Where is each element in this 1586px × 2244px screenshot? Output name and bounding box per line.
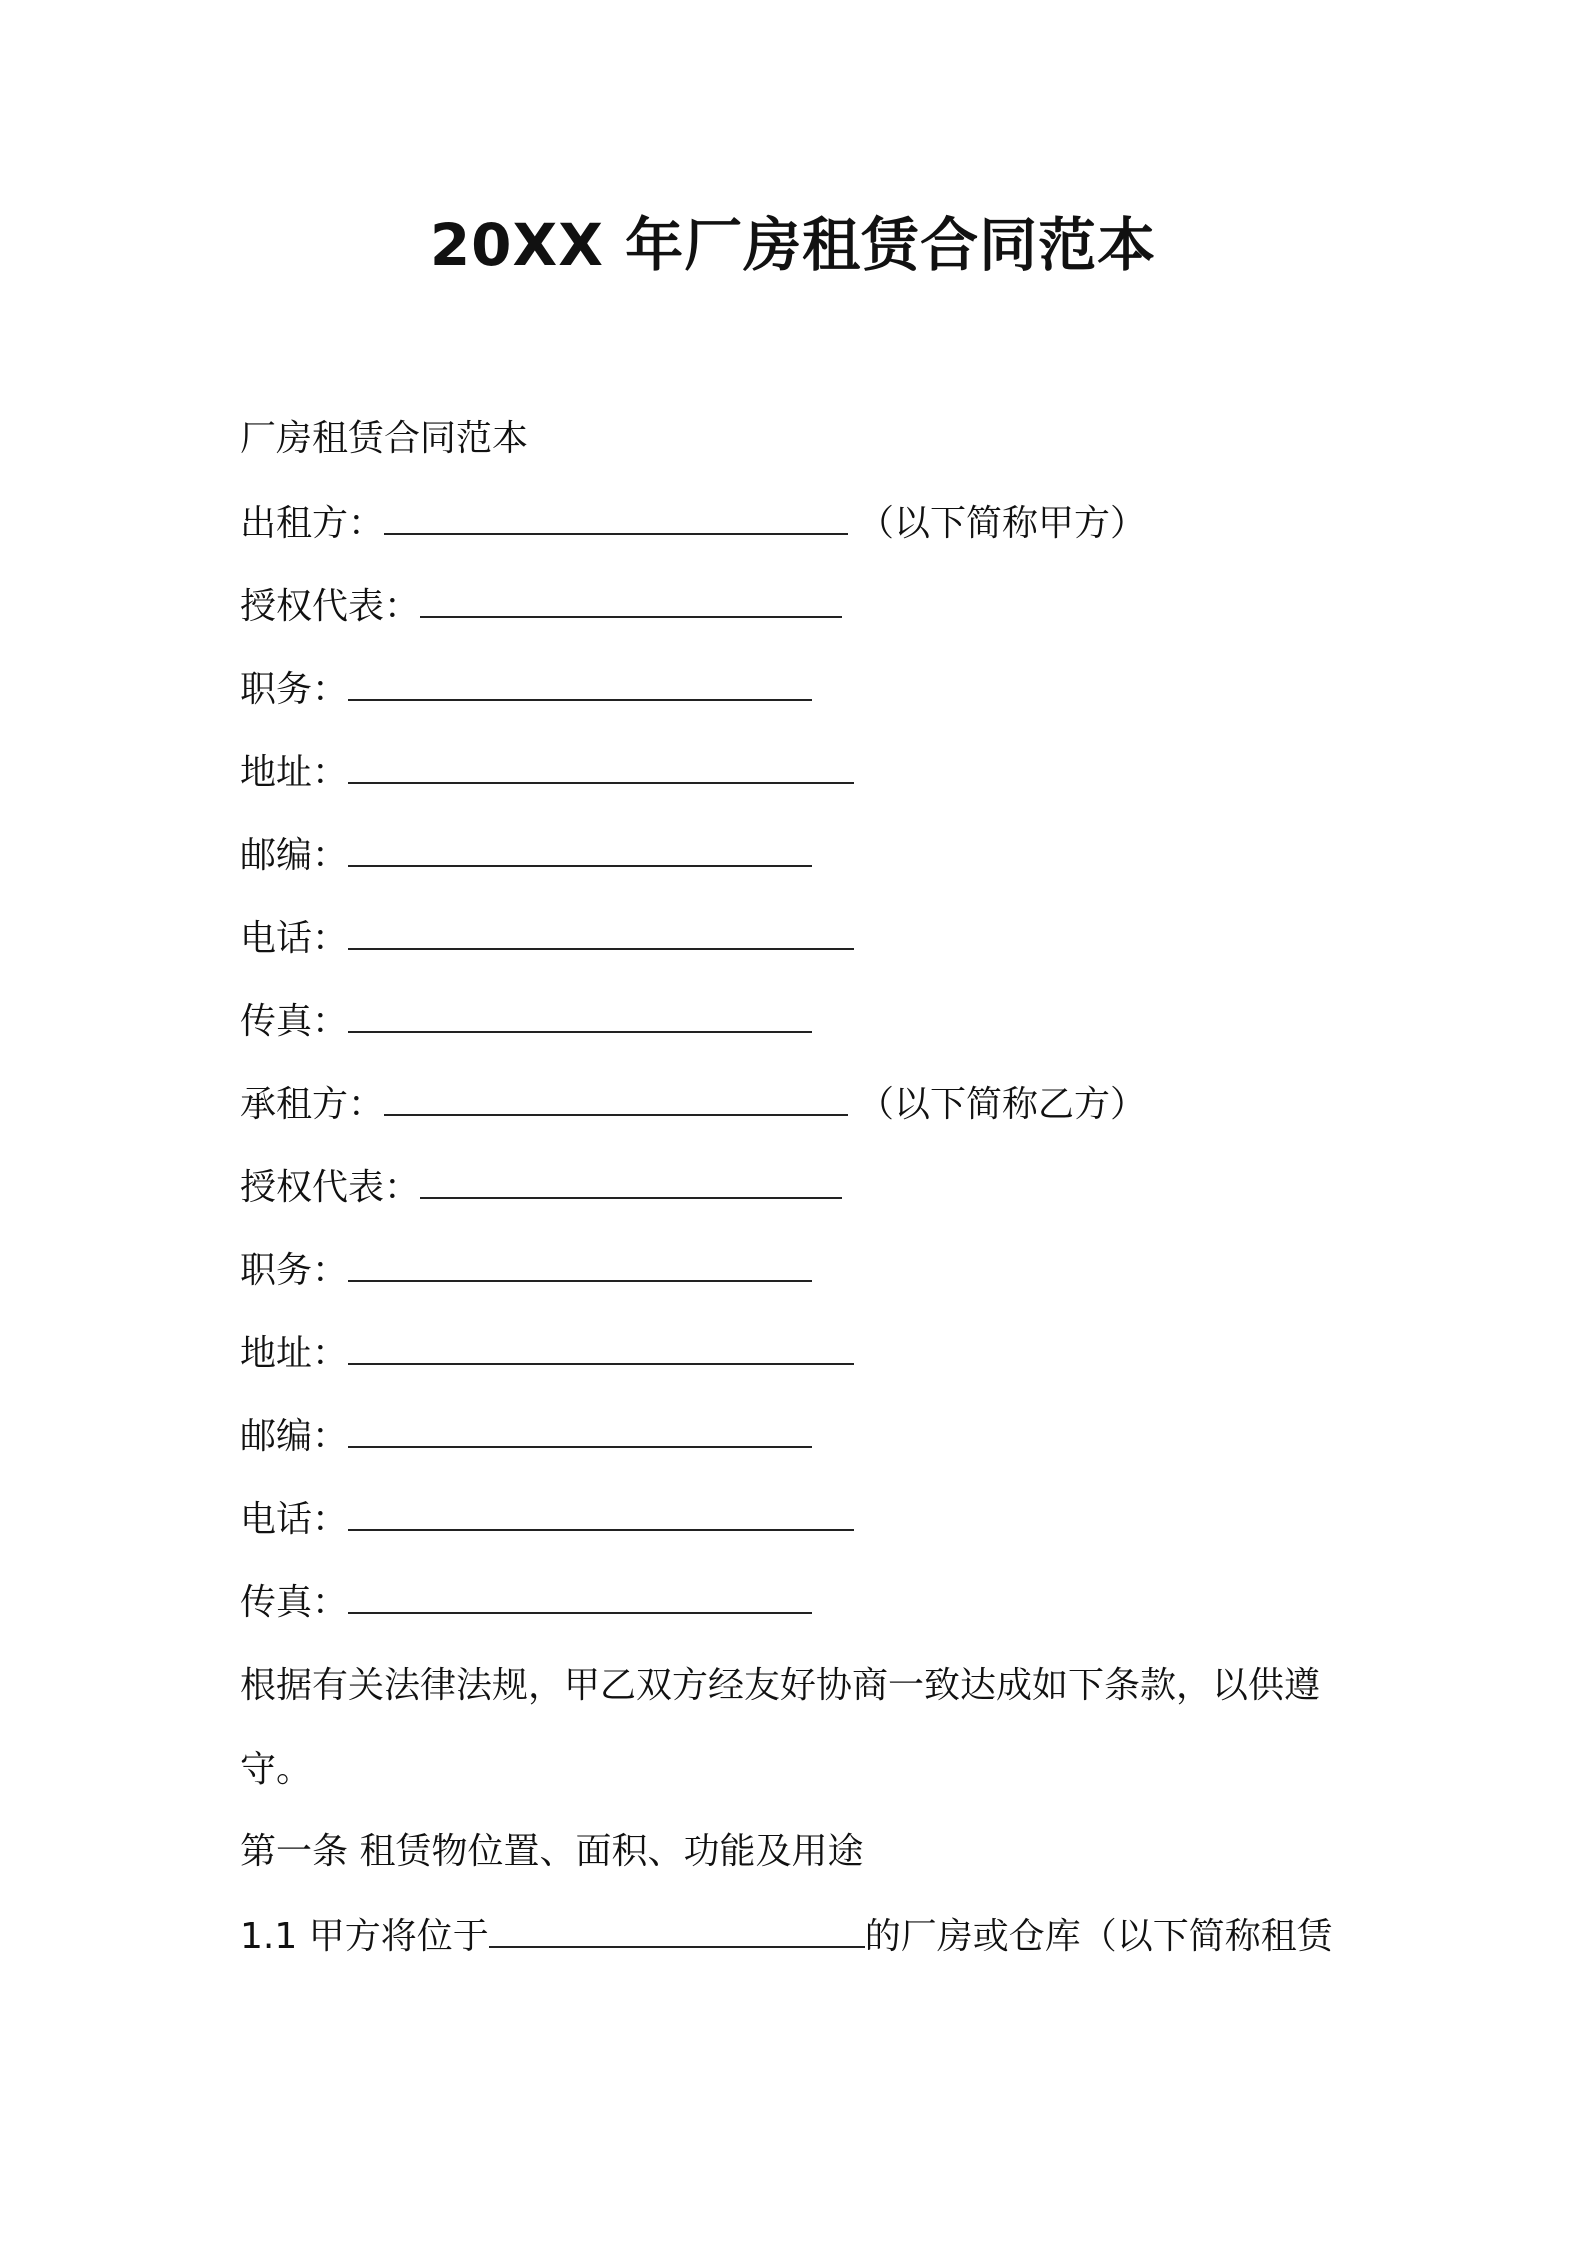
field-label: 地址： [240,752,349,793]
clause-1-1-prefix: 1.1 甲方将位于 [240,1916,489,1957]
lessor-label: 出租方： [240,503,385,544]
lessor-address-line [240,746,854,798]
lessor-representative-blank[interactable] [420,580,842,618]
lessor-fax-blank[interactable] [348,995,812,1033]
lessee-line [240,1078,1146,1130]
lessor-phone-blank[interactable] [348,912,854,950]
factory-location-blank[interactable] [489,1910,865,1948]
lessee-phone-blank[interactable] [348,1493,854,1531]
lessor-line [240,497,1146,549]
article-1-heading: 第一条 租赁物位置、面积、功能及用途 [240,1831,864,1872]
lessor-suffix: （以下简称甲方） [858,503,1147,544]
clause-1-1 [240,1910,1333,1962]
lessee-position-blank[interactable] [348,1244,812,1282]
lessee-postcode-line [240,1410,812,1462]
document-title: 20XX 年厂房租赁合同范本 [429,211,1157,279]
lessor-position-blank[interactable] [348,663,812,701]
lessee-representative-blank[interactable] [420,1161,842,1199]
field-label: 授权代表： [240,586,421,627]
lessee-phone-line [240,1493,854,1545]
field-label: 电话： [240,1499,349,1540]
lessee-suffix: （以下简称乙方） [858,1084,1147,1125]
intro-paragraph [240,1661,1360,1829]
intro-line: 守。 [240,1749,313,1790]
field-label: 邮编： [240,1416,349,1457]
lessee-fax-blank[interactable] [348,1576,812,1614]
lessee-name-blank[interactable] [384,1078,848,1116]
lessor-representative-line [240,580,842,632]
field-label: 授权代表： [240,1167,421,1208]
lessor-name-blank[interactable] [384,497,848,535]
lessor-postcode-line [240,829,812,881]
field-label: 地址： [240,1333,349,1374]
lessor-address-blank[interactable] [348,746,854,784]
field-label: 传真： [240,1001,349,1042]
lessor-postcode-blank[interactable] [348,829,812,867]
lessee-representative-line [240,1161,842,1213]
lessee-address-blank[interactable] [348,1327,854,1365]
lessee-label: 承租方： [240,1084,385,1125]
lessor-phone-line [240,912,854,964]
field-label: 职务： [240,669,349,710]
lessee-postcode-blank[interactable] [348,1410,812,1448]
intro-line: 根据有关法律法规，甲乙双方经友好协商一致达成如下条款，以供遵 [240,1665,1321,1706]
field-label: 电话： [240,918,349,959]
lessor-fax-line [240,995,812,1047]
lessee-address-line [240,1327,854,1379]
field-label: 邮编： [240,835,349,876]
lessee-fax-line [240,1576,812,1628]
clause-1-1-suffix: 的厂房或仓库（以下简称租赁 [864,1916,1333,1957]
lessee-position-line [240,1244,812,1296]
document-subtitle: 厂房租赁合同范本 [240,418,529,459]
lessor-position-line [240,663,812,715]
field-label: 职务： [240,1250,349,1291]
field-label: 传真： [240,1582,349,1623]
